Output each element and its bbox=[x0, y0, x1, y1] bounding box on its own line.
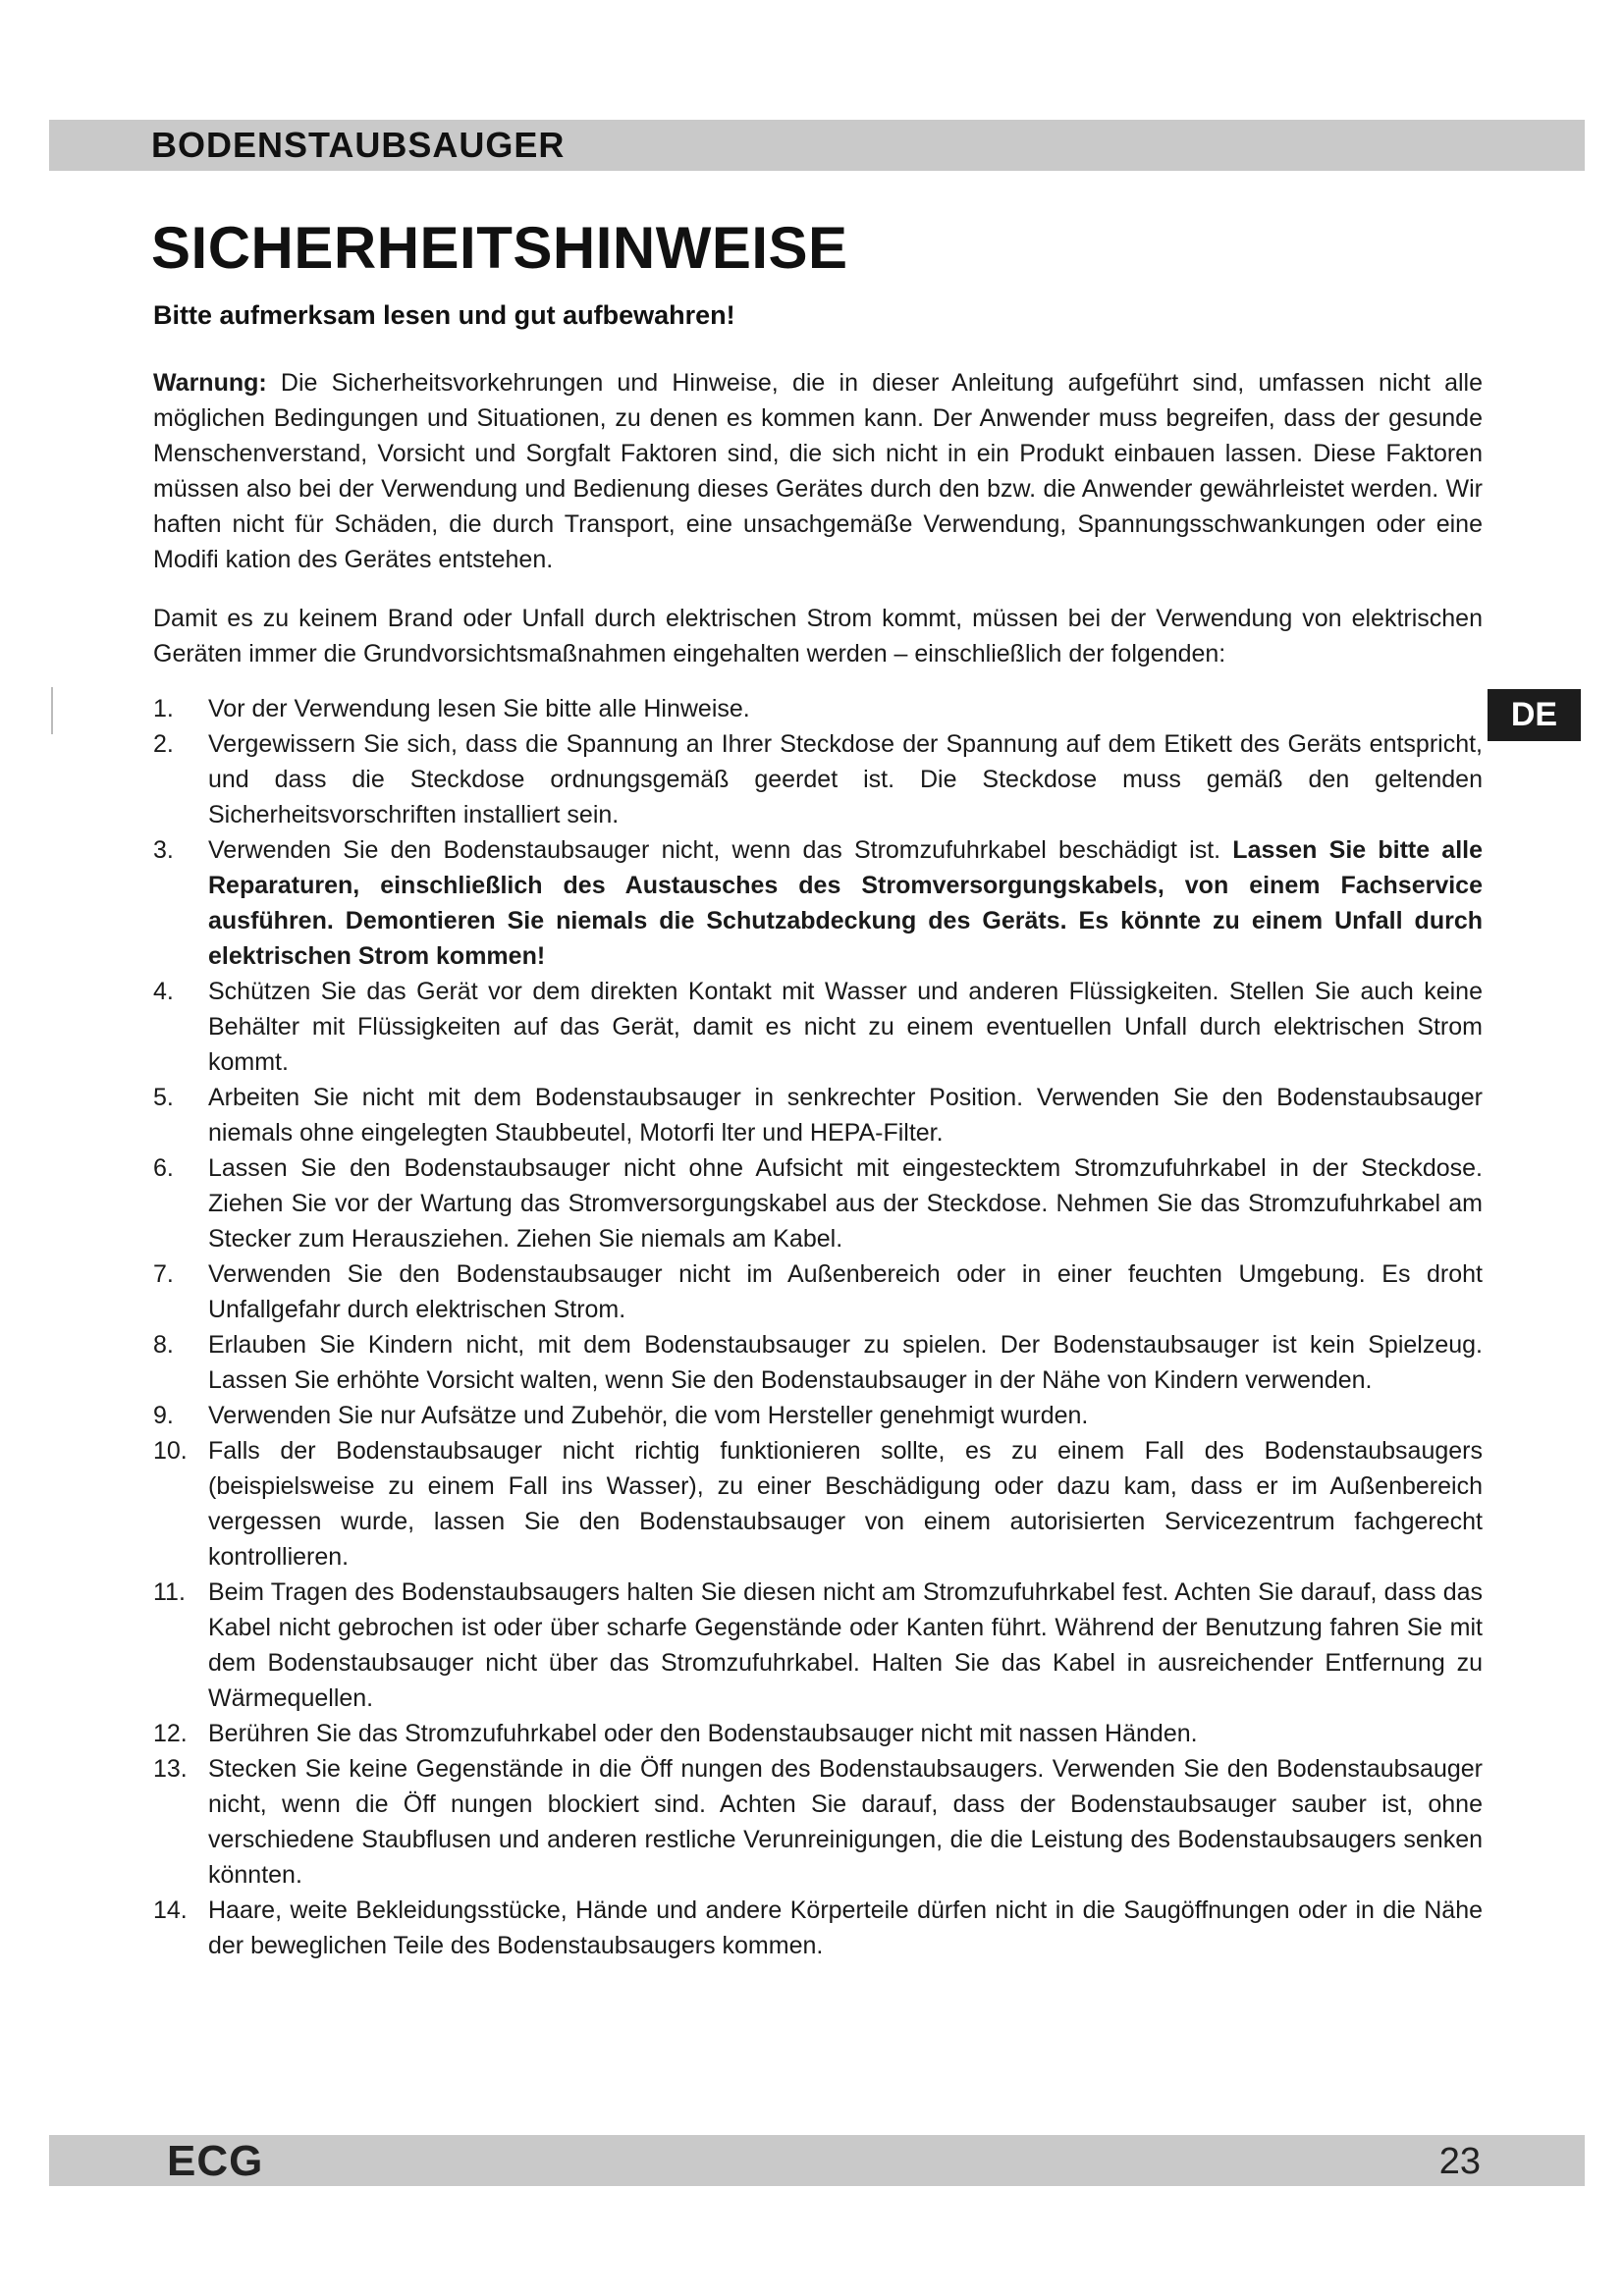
list-item-number: 11. bbox=[153, 1578, 186, 1606]
list-item-number: 10. bbox=[153, 1437, 188, 1465]
list-item-number: 14. bbox=[153, 1896, 188, 1924]
list-item bbox=[153, 1327, 1483, 1398]
section-title: BODENSTAUBSAUGER bbox=[151, 125, 566, 165]
language-tab: DE bbox=[1488, 689, 1581, 741]
page-title: SICHERHEITSHINWEISE bbox=[151, 215, 848, 281]
list-item-number: 8. bbox=[153, 1331, 174, 1359]
list-item-text: Lassen Sie den Bodenstaubsauger nicht ohne Aufsicht mit eingestecktem Stromzufuhrkabel in der Steckdose. Ziehen Sie vor der Wartung das Stromversorgungskabel aus der Steckdose. Nehmen Sie das Stromzufuhrkabel am Stecker zum Herausziehen. Ziehen Sie niemals am Kabel. bbox=[208, 1154, 1483, 1253]
list-item bbox=[153, 1751, 1483, 1893]
list-item-text: Vergewissern Sie sich, dass die Spannung an Ihrer Steckdose der Spannung auf dem Etikett des Geräts entspricht, und dass die Steckdose ordnungsgemäß geerdet ist. Die Steckdose muss gemäß den geltenden Sicherheitsvorschriften installiert sein. bbox=[208, 730, 1483, 828]
list-item-text: Beim Tragen des Bodenstaubsaugers halten Sie diesen nicht am Stromzufuhrkabel fest. Achten Sie darauf, dass das Kabel nicht gebrochen ist oder über scharfe Gegenstände oder Kanten führt. Während der Benutzung fahren Sie mit dem Bodenstaubsauger nicht über das Stromzufuhrkabel. Halten Sie das Kabel in ausreichender Entfernung zu Wärmequellen. bbox=[208, 1578, 1483, 1712]
list-item-emphasis: Lassen Sie bitte alle Reparaturen, einschließlich des Austausches des Stromversorgungskabels, von einem Fachservice ausführen. Demontieren Sie niemals die Schutzabdeckung des Geräts. Es könnte zu einem Unfall durch elektrischen Strom kommen! bbox=[208, 836, 1484, 970]
list-item-text: Verwenden Sie den Bodenstaubsauger nicht im Außenbereich oder in einer feuchten Umgebung. Es droht Unfallgefahr durch elektrischen Strom. bbox=[208, 1260, 1483, 1323]
brand-logo: ECG bbox=[167, 2137, 264, 2185]
warning-paragraph bbox=[153, 365, 1483, 577]
list-item bbox=[153, 1433, 1483, 1575]
list-item-number: 6. bbox=[153, 1154, 174, 1182]
list-item-text: Arbeiten Sie nicht mit dem Bodenstaubsauger in senkrechter Position. Verwenden Sie den Bodenstaubsauger niemals ohne eingelegten Staubbeutel, Motorfi lter und HEPA-Filter. bbox=[208, 1084, 1483, 1147]
list-item bbox=[153, 974, 1483, 1080]
page-number: 23 bbox=[1438, 2141, 1481, 2182]
warning-text: Die Sicherheitsvorkehrungen und Hinweise, die in dieser Anleitung aufgeführt sind, umfassen nicht alle möglichen Bedingungen und Situationen, zu denen es kommen kann. Der Anwender muss begreifen, dass der gesunde Menschenverstand, Vorsicht und Sorgfalt Faktoren sind, die sich nicht in ein Produkt einbauen lassen. Diese Faktoren müssen also bei der Verwendung und Bedienung dieses Gerätes durch den bzw. die Anwender gewährleistet werden. Wir haften nicht für Schäden, die durch Transport, eine unsachgemäße Verwendung, Spannungsschwankungen oder eine Modifi kation des Gerätes entstehen. bbox=[153, 369, 1483, 573]
list-item-text: Vor der Verwendung lesen Sie bitte alle Hinweise. bbox=[208, 695, 750, 722]
list-item bbox=[153, 1575, 1483, 1716]
list-item bbox=[153, 1256, 1483, 1327]
list-item-number: 5. bbox=[153, 1084, 174, 1111]
list-item-number: 3. bbox=[153, 836, 174, 864]
list-item bbox=[153, 1893, 1483, 1963]
margin-mark bbox=[51, 687, 53, 734]
list-item bbox=[153, 1080, 1483, 1150]
list-item-text: Berühren Sie das Stromzufuhrkabel oder den Bodenstaubsauger nicht mit nassen Händen. bbox=[208, 1720, 1198, 1747]
list-item-number: 7. bbox=[153, 1260, 174, 1288]
list-item-number: 1. bbox=[153, 695, 174, 722]
list-item-text: Erlauben Sie Kindern nicht, mit dem Bodenstaubsauger zu spielen. Der Bodenstaubsauger ist kein Spielzeug. Lassen Sie erhöhte Vorsicht walten, wenn Sie den Bodenstaubsauger in der Nähe von Kindern verwenden. bbox=[208, 1331, 1483, 1394]
list-item bbox=[153, 726, 1483, 832]
list-item-text: Schützen Sie das Gerät vor dem direkten Kontakt mit Wasser und anderen Flüssigkeiten. Stellen Sie auch keine Behälter mit Flüssigkeiten auf das Gerät, damit es nicht zu einem eventuellen Unfall durch elektrischen Strom kommt. bbox=[208, 978, 1483, 1076]
warning-label: Warnung: bbox=[153, 369, 267, 397]
safety-list bbox=[153, 691, 1483, 1963]
list-item-text: Falls der Bodenstaubsauger nicht richtig funktionieren sollte, es zu einem Fall des Bodenstaubsaugers (beispielsweise zu einem Fall ins Wasser), zu einer Beschädigung oder dazu kam, dass er im Außenbereich vergessen wurde, lassen Sie den Bodenstaubsauger von einem autorisierten Servicezentrum fachgerecht kontrollieren. bbox=[208, 1437, 1483, 1571]
list-item bbox=[153, 1398, 1483, 1433]
list-item-number: 2. bbox=[153, 730, 174, 758]
footer-bar bbox=[49, 2135, 1585, 2186]
list-item bbox=[153, 1150, 1483, 1256]
list-item-text: Verwenden Sie den Bodenstaubsauger nicht, wenn das Stromzufuhrkabel beschädigt ist. bbox=[208, 836, 1233, 864]
page-subtitle: Bitte aufmerksam lesen und gut aufbewahren! bbox=[153, 300, 735, 330]
header-bar bbox=[49, 120, 1585, 171]
list-item-text: Stecken Sie keine Gegenstände in die Öff nungen des Bodenstaubsaugers. Verwenden Sie den Bodenstaubsauger nicht, wenn die Öff nungen blockiert sind. Achten Sie darauf, dass der Bodenstaubsauger sauber ist, ohne verschiedene Staubflusen und anderen restliche Verunreinigungen, die die Leistung des Bodenstaubsaugers senken könnten. bbox=[208, 1755, 1483, 1889]
list-item bbox=[153, 1716, 1483, 1751]
list-item bbox=[153, 691, 1483, 726]
list-item bbox=[153, 832, 1483, 974]
list-item-text: Verwenden Sie nur Aufsätze und Zubehör, die vom Hersteller genehmigt wurden. bbox=[208, 1402, 1089, 1429]
list-item-number: 12. bbox=[153, 1720, 188, 1747]
list-item-number: 9. bbox=[153, 1402, 174, 1429]
intro-paragraph: Damit es zu keinem Brand oder Unfall durch elektrischen Strom kommt, müssen bei der Verwendung von elektrischen Geräten immer die Grundvorsichtsmaßnahmen eingehalten werden – einschließlich der folgenden: bbox=[153, 605, 1483, 667]
list-item-text: Haare, weite Bekleidungsstücke, Hände und andere Körperteile dürfen nicht in die Saugöffnungen oder in die Nähe der beweglichen Teile des Bodenstaubsaugers kommen. bbox=[208, 1896, 1483, 1959]
document-body bbox=[153, 365, 1483, 1963]
list-item-number: 4. bbox=[153, 978, 174, 1005]
list-item-number: 13. bbox=[153, 1755, 188, 1783]
